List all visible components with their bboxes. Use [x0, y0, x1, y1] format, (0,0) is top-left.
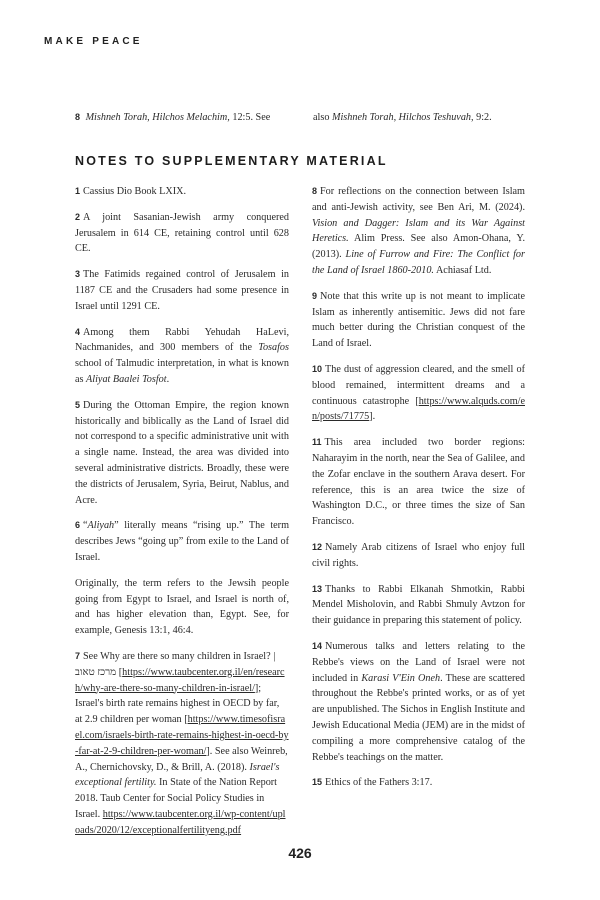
note-14 — [312, 639, 525, 765]
note-italic: Vision and Dagger: Islam and its War Against Heretics. — [312, 217, 525, 245]
note-4 — [75, 325, 289, 388]
citation-title: Mishneh Torah, Hilchos Teshuvah, — [331, 112, 474, 123]
note-text: Namely Arab citizens of Israel who enjoy full civil rights. — [312, 541, 525, 569]
note-text: . These are scattered throughout the Rebbe's printed works, or as of yet are unpublished. The Sichos in English Institute and Jewish Educational Media (JEM) are in the midst of compiling a more comprehensive catalog of the Rebbe's teachings on the matter. — [312, 672, 525, 763]
note-number: 3 — [75, 269, 81, 280]
note-text: During the Ottoman Empire, the region known historically and biblically as the Land of Israel did not correspond to a specific administrative unit with a single name. Instead, the area was divided into several administrative districts. Broadly, these were the districts of Jerusalem, Syria, Beirut, Nablus, and Acre. — [75, 399, 289, 506]
note-9 — [312, 289, 525, 352]
note-10 — [312, 362, 525, 425]
note-15 — [312, 775, 525, 791]
continued-footnote — [75, 110, 535, 126]
note-italic: Aliyat Baalei Tosfot — [86, 373, 167, 385]
taub-center-link[interactable]: https://www.taubcenter.org.il/en/research/why-are-there-so-many-children-in-israel/ — [75, 666, 285, 694]
note-text: See Why are there so many children in Israel? | מרכז טאוב [ — [75, 650, 276, 678]
note-text: This area included two border regions: Naharayim in the north, near the Sea of Galilee, and the Zofar enclave in the southern Arava desert. For reference, this is an area twice the size of Washington D.C., or three times the size of San Francisco. — [312, 437, 525, 528]
note-text: The dust of aggression cleared, and the smell of blood remained, intermittent dreams and a continuous catastrophe [ — [312, 363, 525, 407]
note-number: 11 — [312, 437, 322, 448]
note-number: 13 — [312, 583, 323, 594]
alquds-link[interactable]: https://www.alquds.com/en/posts/71775 — [312, 395, 525, 423]
note-2 — [75, 210, 289, 257]
footnote-number: 8 — [75, 112, 81, 122]
note-3 — [75, 267, 289, 314]
note-text: Among them Rabbi Yehudah HaLevi, Nachmanides, and 300 members of the — [75, 326, 289, 354]
note-12 — [312, 540, 525, 572]
continued-footnote-left — [75, 110, 297, 126]
note-text: Numerous talks and letters relating to the Rebbe's views on the Land of Israel were not included in — [312, 640, 525, 684]
note-number: 5 — [75, 399, 81, 410]
continued-footnote-right — [313, 110, 535, 126]
running-head: MAKE PEACE — [44, 36, 143, 47]
note-number: 1 — [75, 186, 81, 196]
note-number: 9 — [312, 290, 318, 301]
note-11 — [312, 435, 525, 530]
note-text: school of Talmudic interpretation, in what is known as — [75, 358, 289, 385]
note-text: “ — [83, 520, 88, 532]
section-title: NOTES TO SUPPLEMENTARY MATERIAL — [75, 154, 388, 168]
note-1 — [75, 184, 289, 200]
notes-column-right — [312, 184, 525, 801]
note-italic: Aliyah — [87, 520, 115, 532]
note-text: . — [166, 373, 170, 385]
note-text: ]. — [369, 411, 376, 423]
note-text: The Fatimids regained control of Jerusalem in 1187 CE and the Crusaders had some presence in Israel until 1291 CE. — [75, 269, 289, 312]
taub-report-pdf-link[interactable]: https://www.taubcenter.org.il/wp-content/uploads/2020/12/exceptionalfertilityeng.pdf — [75, 808, 286, 836]
note-italic: Karasi V'Ein Oneh — [361, 672, 441, 684]
note-text: For reflections on the connection between Islam and anti-Jewish activity, see Ben Ari, M. (2024). — [312, 186, 525, 213]
note-text: Originally, the term refers to the Jewsih people going from Egypt to Israel, and Israel is north of, and has higher elevation than, Egypt. See, for example, Genesis 13:1, 46:4. — [75, 577, 289, 637]
note-text: Cassius Dio Book LXIX. — [83, 186, 187, 197]
note-text: ]. See also Weinreb, A., Chernichovsky, D., & Brill, A. (2018). — [75, 745, 288, 773]
note-8 — [312, 184, 525, 279]
note-number: 10 — [312, 363, 323, 374]
note-text: Alim Press. See also Amon-Ohana, Y. (2013). — [312, 233, 525, 261]
note-5 — [75, 398, 289, 509]
note-number: 2 — [75, 211, 81, 222]
note-italic: Tosafos — [258, 342, 289, 354]
note-number: 12 — [312, 541, 323, 552]
note-number: 15 — [312, 777, 323, 788]
times-of-israel-link[interactable]: https://www.timesofisrael.com/israels-birth-rate-remains-highest-in-oecd-by-far-at-2-9-children-per-woman/ — [75, 714, 289, 757]
note-number: 14 — [312, 640, 323, 651]
note-13 — [312, 582, 525, 629]
note-text: Thanks to Rabbi Elkanah Shmotkin, Rabbi Mendel Misholovin, and Rabbi Shmuly Avtzon for their guidance in preparing this statement of policy. — [312, 583, 525, 627]
note-7 — [75, 649, 289, 839]
note-text: Note that this write up is not meant to implicate Islam as inherently antisemitic. Jews did not fare much better during the Christian conquest of the Land of Israel. — [312, 290, 525, 350]
note-italic: Line of Furrow and Fire: The Conflict for the Land of Israel 1860-2010. — [312, 249, 525, 276]
note-6 — [75, 518, 289, 565]
note-text: Ethics of the Fathers 3:17. — [325, 777, 433, 789]
note-text: In State of the Nation Report 2018. Taub Center for Social Policy Studies in Israel. — [75, 777, 278, 820]
note-6-continued — [75, 576, 289, 639]
note-number: 7 — [75, 650, 81, 661]
note-italic: Israel's exceptional fertility. — [75, 761, 280, 789]
note-text: ” literally means “rising up.” The term describes Jews “going up” from exile to the Land of Israel. — [75, 520, 289, 563]
note-text: ]; Israel's birth rate remains highest in OECD by far, at 2.9 children per woman [ — [75, 682, 280, 726]
note-text: Achiasaf Ltd. — [433, 264, 492, 276]
note-number: 8 — [312, 186, 318, 196]
citation-text: also — [313, 112, 332, 123]
citation-title: Mishneh Torah, Hilchos Melachim, — [85, 112, 230, 123]
page-number: 426 — [288, 845, 312, 861]
citation-text: 9:2. — [473, 112, 492, 123]
note-number: 4 — [75, 326, 81, 337]
note-text: A joint Sasanian-Jewish army conquered Jerusalem in 614 CE, retaining control until 628 CE. — [75, 211, 289, 255]
citation-text: 12:5. See — [229, 112, 271, 123]
notes-column-left — [75, 184, 289, 848]
note-number: 6 — [75, 520, 81, 531]
